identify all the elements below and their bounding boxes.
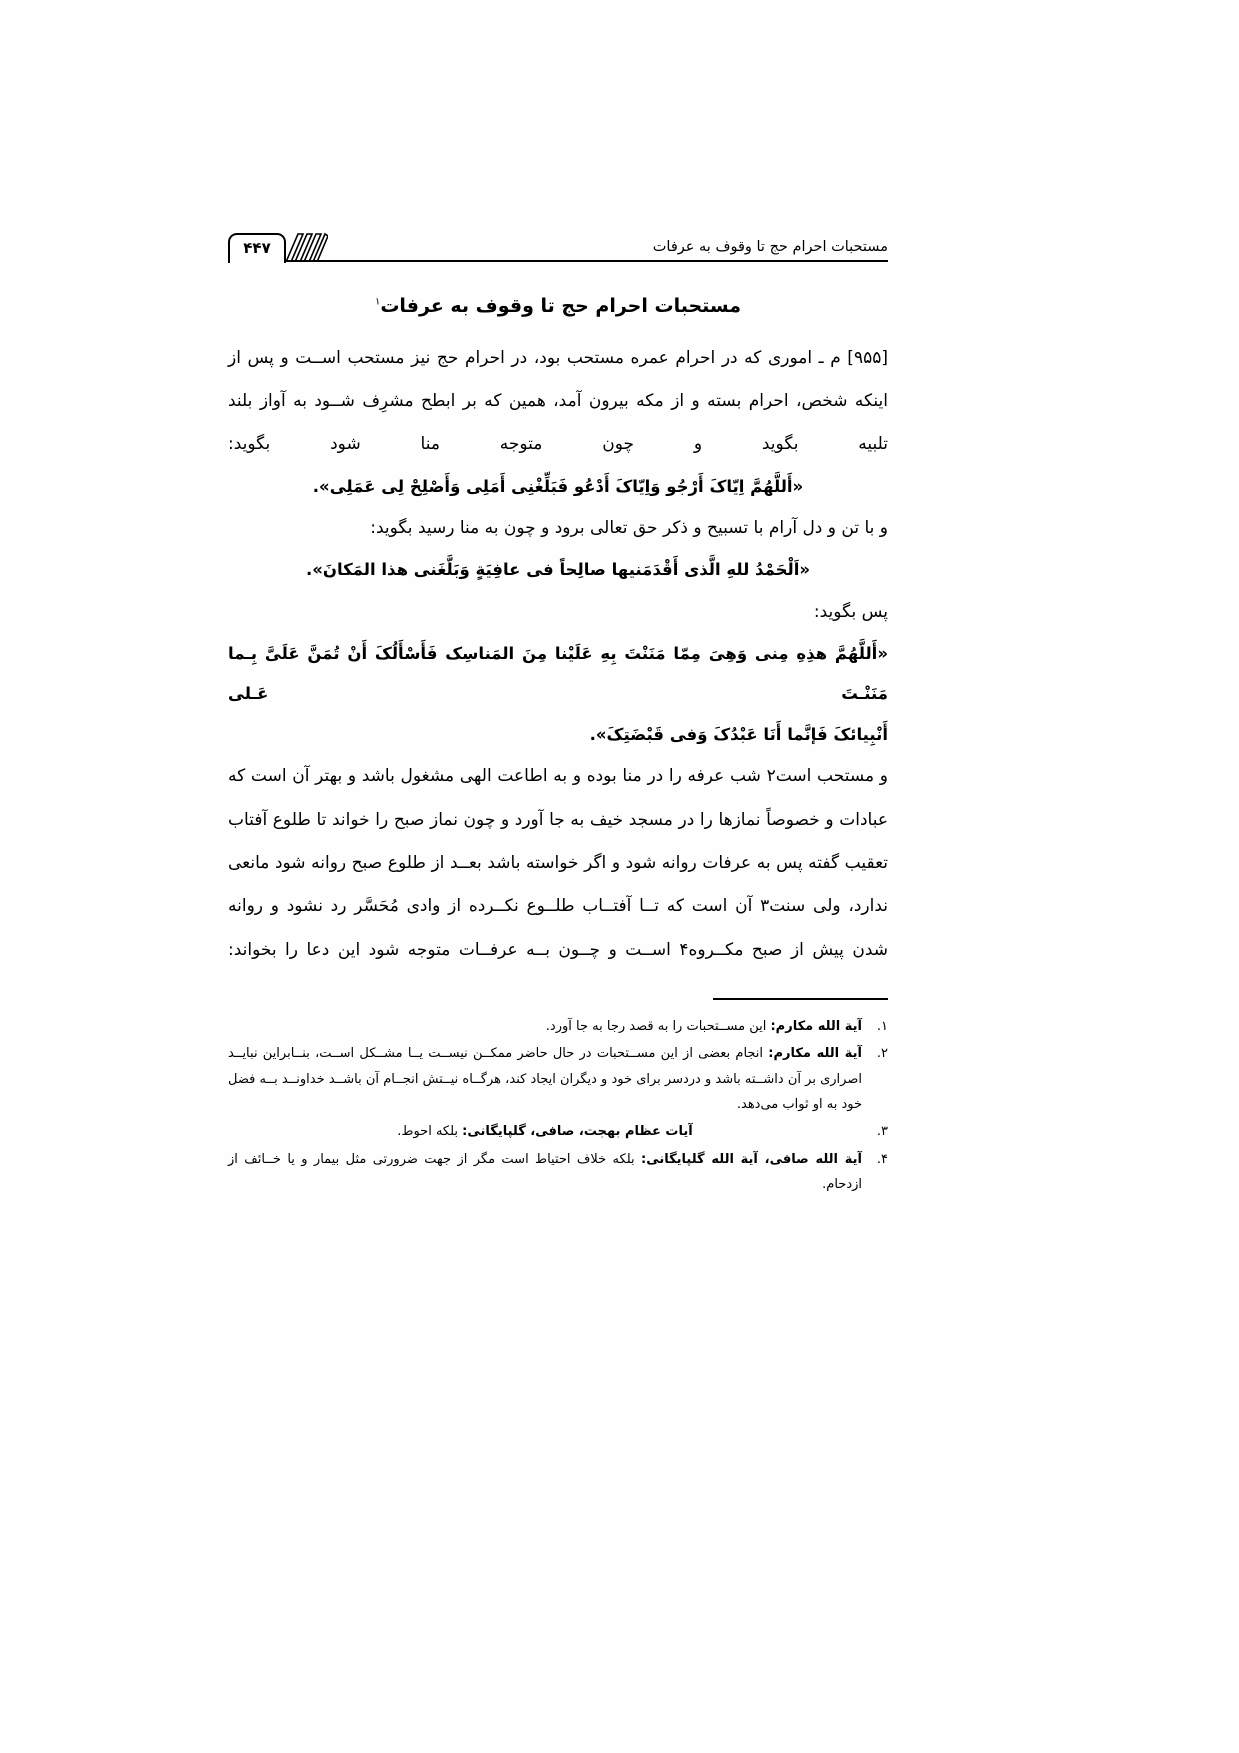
footnote-4-marker: ۴.	[876, 1151, 888, 1167]
footnote-4-source: آیة الله صافی، آیة الله گلپایگانی:	[641, 1151, 862, 1167]
section-title-text: مستحبات احرام حج تا وقوف به عرفات	[380, 295, 742, 317]
footnote-2-body	[228, 1041, 862, 1117]
section-title	[228, 292, 888, 321]
supplication-2: «اَلْحَمْدُ للهِ الَّذی أَقْدَمَنیها صالِحاً فی عافِیَةٍ وَبَلَّغَنی هذا المَکانَ».	[305, 560, 811, 580]
footnote-separator-rule	[713, 998, 888, 1000]
page-number: ۴۴۷	[243, 238, 271, 257]
footnote-4-body	[228, 1147, 862, 1198]
footnote-4	[228, 1147, 888, 1198]
running-header-title: مستحبات احرام حج تا وقوف به عرفات	[652, 238, 888, 255]
footnote-3-source: آیات عظام بهجت، صافی، گلپایگانی:	[462, 1124, 693, 1140]
footnote-2-text: انجام بعضی از این مســتحبات در حال حاضر ممکــن نیســت یــا مشــکل اســت، بنــابراین نبایــد اصراری بر آن داشــته باشد و دردسر برای خود و دیگران ایجاد کند، هرگــاه نیــتش انجــام آن باشــد خداونــد بــه فضل خود به او ثواب می‌دهد.	[228, 1046, 862, 1113]
body-text	[228, 337, 888, 973]
footnote-1-body	[228, 1014, 862, 1039]
footnote-4-text: بلکه خلاف احتیاط است مگر از جهت ضرورتی مثل بیمار و یا خــائف از ازدحام.	[228, 1151, 862, 1193]
footnote-1-text: این مســتحبات را به قصد رجا به جا آورد.	[545, 1019, 767, 1035]
supplication-3-line-1: «أَللَّهُمَّ هذِهِ مِنی وَهِیَ مِمّا مَنَنْتَ بِهِ عَلَیْنا مِنَ المَناسِک فَأَسْأَلُکَ أَنْ تُمَنَّ عَلَیَّ بِـما مَنَنْـتَ عَـلی	[228, 644, 888, 704]
footnote-3-text: بلکه احوط.	[397, 1124, 459, 1140]
paragraph-955: [۹۵۵] م ـ اموری که در احرام عمره مستحب بود، در احرام حج نیز مستحب اســت و پس از اینکه شخص، احرام بسته و از مکه بیرون آمد، همین که بر ابطح مشرِف شــود به آواز بلند تلبیه بگوید و چون متوجه منا شود بگوید:	[228, 347, 888, 455]
footnote-3-body	[228, 1119, 862, 1144]
footnote-2-source: آیة الله مکارم:	[768, 1046, 862, 1062]
footnote-2	[228, 1041, 888, 1117]
paragraph-4: و مستحب است۲ شب عرفه را در منا بوده و به اطاعت الهی مشغول باشد و بهتر آن است که عبادات و خصوصاً نمازها را در مسجد خیف به جا آورد و چون نماز صبح را خواند تا طلوع آفتاب تعقیب گفته پس به عرفات روانه شود و اگر خواسته باشد بعــد از طلوع صبح روانه شود مانعی ندارد، ولی سنت۳ آن است که تــا آفتــاب طلــوع نکــرده از وادی مُحَسَّر رد نشود و روانه شدن پیش از صبح مکــروه۴ اســت و چــون بــه عرفــات متوجه شود این دعا را بخواند:	[228, 766, 889, 960]
running-header	[228, 218, 888, 262]
footnote-3	[228, 1119, 888, 1144]
footnotes-section	[228, 998, 888, 1197]
paragraph-3: پس بگوید:	[813, 601, 888, 622]
footnote-1-marker: ۱.	[876, 1019, 888, 1035]
paragraph-2: و با تن و دل آرام با تسبیح و ذکر حق تعالی برود و چون به منا رسید بگوید:	[370, 517, 888, 538]
folio-hatch-decoration	[284, 232, 328, 262]
supplication-1: «أَللَّهُمَّ اِیّاکَ أَرْجُو وَاِیّاکَ أَدْعُو فَبَلِّغْنِی أَمَلِی وَأَصْلِحْ لِی عَمَلِی».	[312, 476, 804, 496]
page-content	[228, 218, 888, 1199]
folio-box	[228, 233, 286, 263]
footnote-1	[228, 1014, 888, 1039]
footnote-2-marker: ۲.	[876, 1046, 888, 1062]
section-title-footnote-marker: ۱	[374, 296, 381, 308]
supplication-3-line-2: أَنْبِیائکَ فَإنَّما أَنَا عَبْدُکَ وَفی قَبْضَتِکَ».	[589, 724, 888, 744]
footnote-3-marker: ۳.	[876, 1124, 888, 1140]
footnote-1-source: آیة الله مکارم:	[770, 1019, 862, 1035]
